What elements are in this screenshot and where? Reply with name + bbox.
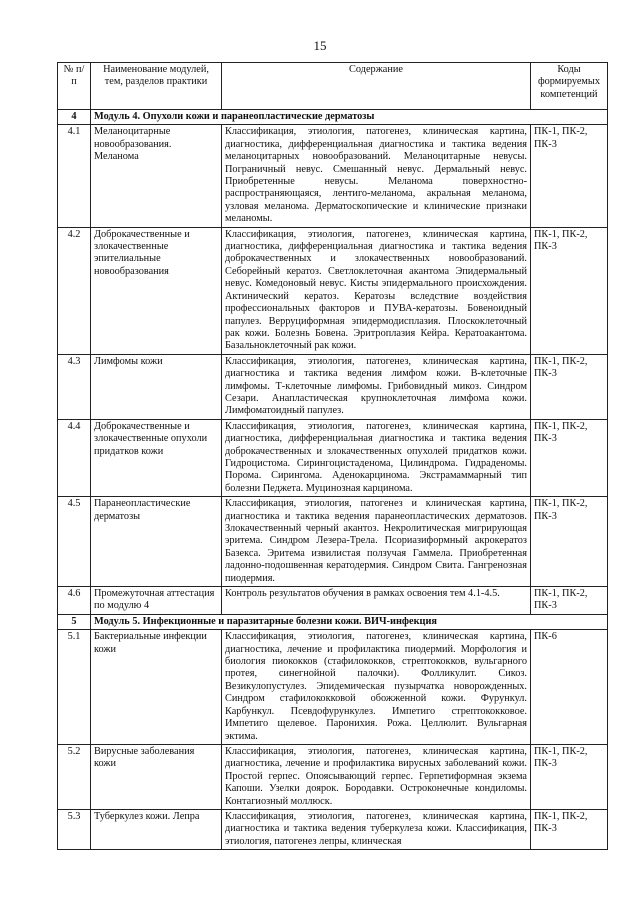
topic-content: Классификация, этиология, патогенез и клиническая картина, диагностика и тактика ведения паранеопластических дерматозов. Злокачественный черный акантоз. Некролитическая мигрирующая эритема. Синдром Лезера-Трела. Псориазиформный акрокератоз Базекса. Эритема извилистая ползучая Гаммела. Приобретенная ладонно-подошвенная кератодермия. Синдром Свита. Гангренозная пиодермия.	[222, 497, 531, 587]
curriculum-table	[57, 62, 608, 850]
header-num: № п/п	[58, 63, 91, 110]
header-codes: Коды формируемых компетенций	[531, 63, 608, 110]
topic-number: 4.1	[58, 125, 91, 227]
topic-number: 5.1	[58, 630, 91, 745]
module-title: Модуль 4. Опухоли кожи и паранеопластические дерматозы	[91, 110, 608, 125]
topic-name: Меланоцитарные новообразования. Меланома	[91, 125, 222, 227]
topic-content: Классификация, этиология, патогенез, клиническая картина, диагностика, дифференциальная диагностика и тактика ведения доброкачественных и злокачественных новообразований. Себорейный кератоз. Светлоклеточная акантома Эпидермальный невус. Комедоновый невус. Кисты эпидермального происхождения. Актинический кератоз. Кератозы вследствие воздействия профессиональных факторов и ПУВА-кератозы. Бовеноидный папулез. Верруциформная эпидермодисплазия. Плоскоклеточный рак кожи. Болезнь Бовена. Эритроплазия Кейра. Кератоакантома. Базальноклеточный рак кожи.	[222, 227, 531, 354]
competency-codes: ПК-1, ПК-2, ПК-3	[531, 809, 608, 849]
competency-codes: ПК-1, ПК-2, ПК-3	[531, 744, 608, 809]
topic-content: Контроль результатов обучения в рамках освоения тем 4.1-4.5.	[222, 587, 531, 615]
topic-content: Классификация, этиология, патогенез, клиническая картина, диагностика, дифференциальная диагностика и тактика ведения доброкачественных и злокачественных опухолей придатков кожи. Гидроцистома. Сирингоцистаденома, Цилиндрома. Гидраденомы. Порома. Сирингома. Аденокарцинома. Экстрамаммарный тип болезни Педжета. Муцинозная карцинома.	[222, 419, 531, 496]
topic-name: Бактериальные инфекции кожи	[91, 630, 222, 745]
topic-number: 4.4	[58, 419, 91, 496]
topic-row	[58, 497, 608, 587]
topic-content: Классификация, этиология, патогенез, клиническая картина, диагностика и тактика ведения лимфом кожи. В-клеточные лимфомы. Т-клеточные лимфомы. Грибовидный микоз. Синдром Сезари. Анапластическая крупноклеточная лимфома кожи. Лимфоматоидный папулез.	[222, 354, 531, 419]
topic-name: Доброкачественные и злокачественные опухоли придатков кожи	[91, 419, 222, 496]
topic-number: 4.5	[58, 497, 91, 587]
header-content: Содержание	[222, 63, 531, 110]
competency-codes: ПК-1, ПК-2, ПК-3	[531, 497, 608, 587]
module-row	[58, 614, 608, 629]
topic-name: Промежуточная аттестация по модулю 4	[91, 587, 222, 615]
topic-number: 4.6	[58, 587, 91, 615]
header-row	[58, 63, 608, 110]
module-title: Модуль 5. Инфекционные и паразитарные болезни кожи. ВИЧ-инфекция	[91, 614, 608, 629]
competency-codes: ПК-1, ПК-2, ПК-3	[531, 354, 608, 419]
topic-number: 4.3	[58, 354, 91, 419]
module-number: 5	[58, 614, 91, 629]
topic-name: Туберкулез кожи. Лепра	[91, 809, 222, 849]
competency-codes: ПК-1, ПК-2, ПК-3	[531, 125, 608, 227]
topic-number: 5.2	[58, 744, 91, 809]
module-row	[58, 110, 608, 125]
topic-row	[58, 354, 608, 419]
topic-row	[58, 744, 608, 809]
topic-row	[58, 587, 608, 615]
topic-number: 5.3	[58, 809, 91, 849]
header-name: Наименование модулей, тем, разделов практики	[91, 63, 222, 110]
competency-codes: ПК-6	[531, 630, 608, 745]
topic-name: Лимфомы кожи	[91, 354, 222, 419]
topic-name: Доброкачественные и злокачественные эпителиальные новообразования	[91, 227, 222, 354]
topic-number: 4.2	[58, 227, 91, 354]
topic-row	[58, 227, 608, 354]
topic-row	[58, 419, 608, 496]
page-number: 15	[313, 38, 327, 53]
topic-row	[58, 630, 608, 745]
competency-codes: ПК-1, ПК-2, ПК-3	[531, 419, 608, 496]
topic-name: Вирусные заболевания кожи	[91, 744, 222, 809]
module-number: 4	[58, 110, 91, 125]
topic-name: Паранеопластические дерматозы	[91, 497, 222, 587]
topic-content: Классификация, этиология, патогенез, клиническая картина, диагностика, дифференциальная диагностика и тактика ведения меланоцитарных новообразований. Меланоцитарные невусы. Пограничный невус. Смешанный невус. Дермальный невус. Приобретенные невусы. Меланома поверхностно-распространяющаяся, лентиго-меланома, акральная меланома, узловая меланома. Дерматоскопические и клинические признаки меланомы.	[222, 125, 531, 227]
topic-row	[58, 125, 608, 227]
topic-content: Классификация, этиология, патогенез, клиническая картина, диагностика, лечение и профилактика вирусных заболеваний кожи. Простой герпес. Опоясывающий герпес. Герпетиформная экзема Капоши. Узелки доярок. Бородавки. Остроконечные кондиломы. Контагиозный моллюск.	[222, 744, 531, 809]
competency-codes: ПК-1, ПК-2, ПК-3	[531, 587, 608, 615]
competency-codes: ПК-1, ПК-2, ПК-3	[531, 227, 608, 354]
topic-content: Классификация, этиология, патогенез, клиническая картина, диагностика, лечение и профилактика пиодермий. Морфология и биология пиококков (стафилококков, стрептококков, вульгарного протея, синегнойной палочки). Фолликулит. Сикоз. Везикулопустулез. Эпидемическая пузырчатка новорожденных. Синдром стафилококковой обожженной кожи. Фурункул. Карбункул. Псевдофурункулез. Импетиго стрептококковое. Импетиго щелевое. Паронихия. Рожа. Целлюлит. Вульгарная эктима.	[222, 630, 531, 745]
topic-row	[58, 809, 608, 849]
topic-content: Классификация, этиология, патогенез, клиническая картина, диагностика и тактика ведения туберкулеза кожи. Классификация, этиология, патогенез лепры, клинческая	[222, 809, 531, 849]
